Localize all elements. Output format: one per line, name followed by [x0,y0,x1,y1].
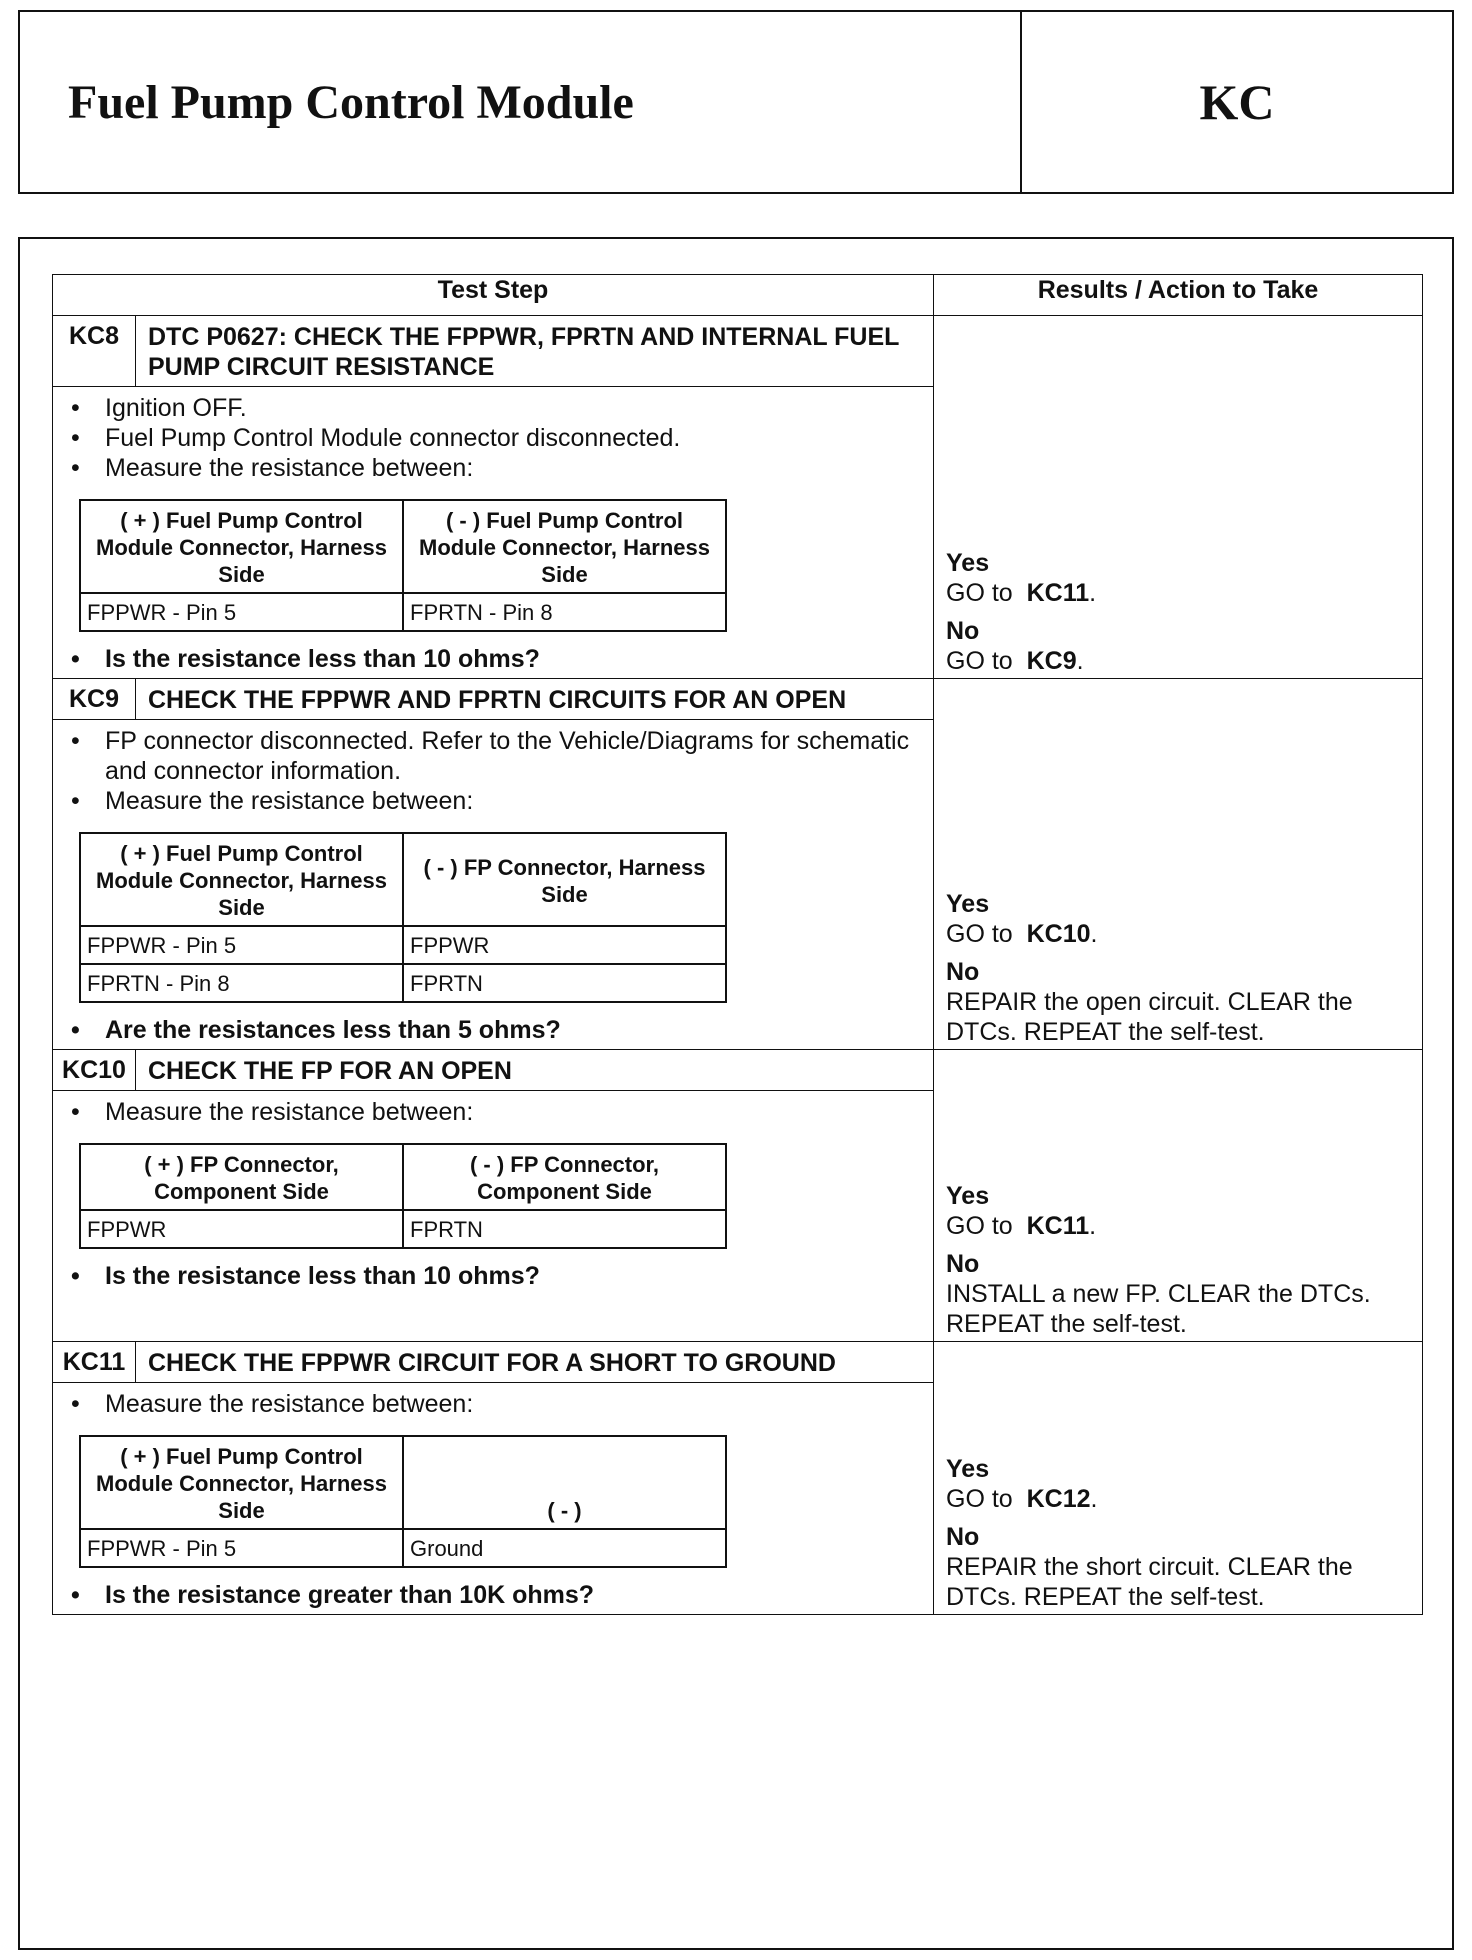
yes-post: . [1090,920,1098,948]
step-id: KC11 [53,1342,136,1383]
measure-col-positive: ( + ) Fuel Pump Control Module Connector, Harness Side [80,1436,403,1529]
step-body [53,720,934,1050]
measure-col-negative: ( - ) Fuel Pump Control Module Connector, Harness Side [403,500,726,593]
step-results [934,1342,1423,1615]
measure-cell: FPPWR - Pin 5 [80,593,403,631]
no-label: No [946,1523,980,1551]
page-header [18,10,1454,194]
measurement-table [79,1143,727,1249]
measure-cell: FPPWR [403,926,726,964]
yes-post: . [1089,1212,1097,1240]
bullet-item: • Ignition OFF. [105,393,921,423]
bullet-item: • Measure the resistance between: [105,786,921,816]
measure-col-negative: ( - ) FP Connector, Harness Side [403,833,726,926]
no-ref-link[interactable]: KC9 [1026,647,1077,675]
no-action: INSTALL a new FP. CLEAR the DTCs. REPEAT the self-test. [946,1280,1371,1338]
yes-label: Yes [946,890,990,918]
no-action [946,646,1412,676]
yes-label: Yes [946,1455,990,1483]
step-question: • Is the resistance greater than 10K ohms? [105,1580,921,1610]
step-kc8-title-row [53,316,1423,387]
step-id: KC8 [53,316,136,387]
measure-col-positive: ( + ) Fuel Pump Control Module Connector, Harness Side [80,500,403,593]
step-bullets [65,726,921,816]
bullet-item: • FP connector disconnected. Refer to the Vehicle/Diagrams for schematic and connector information. [105,726,921,786]
measure-cell: FPRTN [403,1210,726,1248]
step-title: CHECK THE FPPWR CIRCUIT FOR A SHORT TO GROUND [136,1342,934,1383]
yes-text: GO to [946,1485,1013,1513]
step-question: • Is the resistance less than 10 ohms? [105,1261,921,1291]
step-body [53,1091,934,1342]
step-title: CHECK THE FPPWR AND FPRTN CIRCUITS FOR AN OPEN [136,679,934,720]
yes-action [946,578,1412,608]
yes-action [946,1211,1412,1241]
yes-ref-link[interactable]: KC12 [1026,1485,1091,1513]
yes-text: GO to [946,1212,1013,1240]
step-bullets [65,1389,921,1419]
yes-label: Yes [946,1182,990,1210]
no-action: REPAIR the short circuit. CLEAR the DTCs. REPEAT the self-test. [946,1553,1353,1611]
measure-col-positive: ( + ) FP Connector, Component Side [80,1144,403,1210]
col-header-test-step: Test Step [53,275,934,316]
step-kc9-title-row [53,679,1423,720]
yes-text: GO to [946,920,1013,948]
yes-post: . [1090,1485,1098,1513]
measure-cell: FPRTN - Pin 8 [403,593,726,631]
bullet-item: • Measure the resistance between: [105,1389,921,1419]
yes-ref-link[interactable]: KC10 [1026,920,1091,948]
yes-post: . [1089,579,1097,607]
yes-ref-link[interactable]: KC11 [1026,1212,1090,1240]
bullet-item: • Measure the resistance between: [105,1097,921,1127]
measure-col-positive: ( + ) Fuel Pump Control Module Connector, Harness Side [80,833,403,926]
page-title: Fuel Pump Control Module [20,12,1022,192]
step-bullets [65,1097,921,1127]
content-frame [18,237,1454,1950]
step-kc11-title-row [53,1342,1423,1383]
yes-text: GO to [946,579,1013,607]
step-id: KC9 [53,679,136,720]
step-results [934,316,1423,679]
step-question: • Are the resistances less than 5 ohms? [105,1015,921,1045]
measure-cell: FPPWR - Pin 5 [80,1529,403,1567]
measure-col-negative: ( - ) FP Connector, Component Side [403,1144,726,1210]
step-results [934,1050,1423,1342]
no-label: No [946,1250,980,1278]
yes-action [946,1484,1412,1514]
yes-ref-link[interactable]: KC11 [1026,579,1090,607]
no-action: REPAIR the open circuit. CLEAR the DTCs. REPEAT the self-test. [946,988,1353,1046]
step-title: DTC P0627: CHECK THE FPPWR, FPRTN AND INTERNAL FUEL PUMP CIRCUIT RESISTANCE [136,316,934,387]
no-label: No [946,958,980,986]
measurement-table [79,832,727,1003]
no-post: . [1076,647,1084,675]
measure-cell: FPRTN [403,964,726,1002]
step-results [934,679,1423,1050]
no-text: GO to [946,647,1013,675]
step-title: CHECK THE FP FOR AN OPEN [136,1050,934,1091]
test-step-table [52,274,1423,1615]
measure-cell: Ground [403,1529,726,1567]
step-body [53,1383,934,1615]
step-question: • Is the resistance less than 10 ohms? [105,644,921,674]
step-kc10-title-row [53,1050,1423,1091]
measure-col-negative: ( - ) [403,1436,726,1529]
step-id: KC10 [53,1050,136,1091]
measure-cell: FPPWR - Pin 5 [80,926,403,964]
measurement-table [79,1435,727,1568]
bullet-item: • Measure the resistance between: [105,453,921,483]
yes-action [946,919,1412,949]
measure-cell: FPRTN - Pin 8 [80,964,403,1002]
section-code: KC [1199,74,1275,130]
measurement-table [79,499,727,632]
no-label: No [946,617,980,645]
col-header-results: Results / Action to Take [934,275,1423,316]
bullet-item: • Fuel Pump Control Module connector disconnected. [105,423,921,453]
measure-cell: FPPWR [80,1210,403,1248]
step-bullets [65,393,921,483]
yes-label: Yes [946,549,990,577]
step-body [53,387,934,679]
